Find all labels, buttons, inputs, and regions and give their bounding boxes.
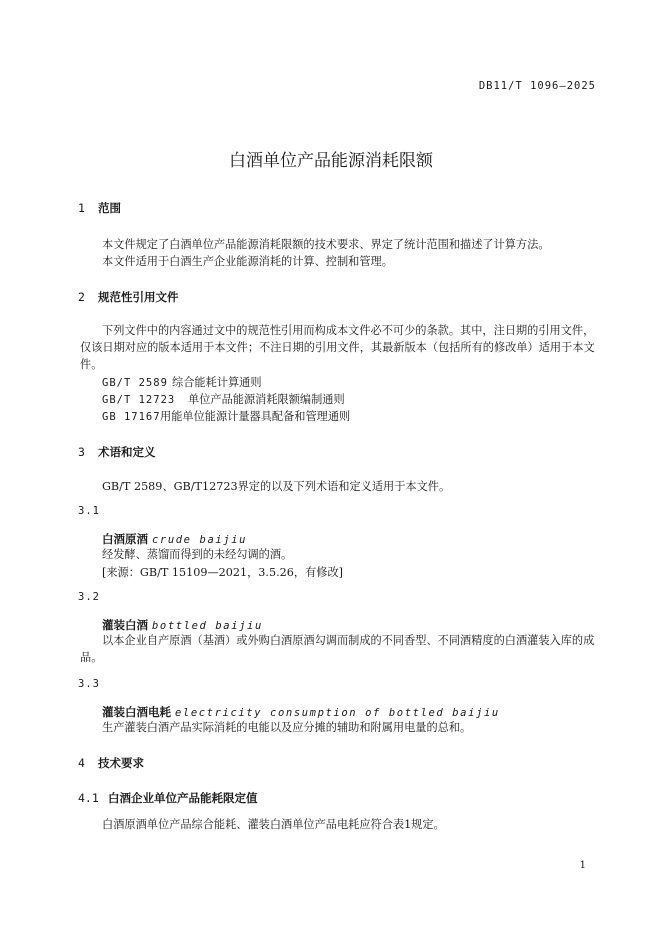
reference-item [102, 374, 262, 390]
term-3-2-heading [102, 614, 263, 633]
reference-item [102, 391, 345, 407]
reference-item [102, 408, 350, 424]
reference-code: GB/T 12723 [102, 394, 176, 406]
scope-paragraph-2: 本文件适用于白酒生产企业能源消耗的计算、控制和管理。 [102, 255, 393, 268]
section-4-1-heading [78, 790, 258, 806]
term-chinese: 灌装白酒电耗 [102, 705, 171, 719]
reference-code: GB/T 2589 [102, 377, 168, 389]
page-number: 1 [579, 860, 586, 871]
section-number: 3 [78, 445, 85, 459]
section-3-heading [78, 444, 156, 460]
reference-code: GB 17167 [102, 411, 161, 423]
section-4-heading [78, 755, 144, 771]
section-4-1-paragraph: 白酒原酒单位产品综合能耗、灌装白酒单位产品电耗应符合表1规定。 [102, 818, 445, 831]
scope-paragraph-1: 本文件规定了白酒单位产品能源消耗限额的技术要求、界定了统计范围和描述了计算方法。 [102, 238, 550, 251]
term-3-3-heading [102, 701, 500, 720]
section-title: 术语和定义 [98, 445, 156, 459]
reference-name: 用能单位能源计量器具配备和管理通则 [160, 410, 351, 423]
term-definition: 经发酵、蒸馏而得到的未经勾调的酒。 [102, 548, 293, 561]
term-3-1-heading [102, 528, 247, 547]
reference-name: 综合能耗计算通则 [172, 376, 262, 389]
term-source: [来源：GB/T 15109—2021，3.5.26，有修改] [102, 566, 344, 579]
term-number: 3.2 [78, 591, 100, 603]
normative-references-intro: 下列文件中的内容通过文中的规范性引用而构成本文件必不可少的条款。其中，注日期的引用文件，仅该日期对应的版本适用于本文件；不注日期的引用文件，其最新版本（包括所有的修改单）适用于本文件。 [80, 324, 595, 371]
section-number: 2 [78, 290, 85, 304]
terms-intro: GB/T 2589、GB/T12723界定的以及下列术语和定义适用于本文件。 [102, 480, 451, 493]
section-title: 技术要求 [98, 756, 144, 770]
term-chinese: 白酒原酒 [102, 532, 148, 546]
section-number: 1 [78, 201, 85, 215]
term-definition: 以本企业自产原酒（基酒）或外购白酒原酒勾调而制成的不同香型、不同酒精度的白酒灌装入库的成品。 [80, 634, 595, 664]
section-number: 4 [78, 756, 85, 770]
document-title: 白酒单位产品能源消耗限额 [229, 151, 433, 171]
section-title: 规范性引用文件 [98, 290, 179, 304]
section-title: 白酒企业单位产品能耗限定值 [108, 791, 258, 805]
section-title: 范围 [98, 201, 121, 215]
term-definition: 生产灌装白酒产品实际消耗的电能以及应分摊的辅助和附属用电量的总和。 [102, 721, 472, 734]
term-english: bottled baijiu [152, 620, 263, 632]
section-1-heading [78, 200, 121, 216]
reference-name: 单位产品能源消耗限额编制通则 [188, 393, 345, 406]
term-number: 3.1 [78, 505, 100, 517]
term-english: electricity consumption of bottled baijiu [175, 707, 500, 719]
term-chinese: 灌装白酒 [102, 618, 148, 632]
section-number: 4.1 [78, 791, 99, 805]
term-english: crude baijiu [152, 534, 248, 546]
term-number: 3.3 [78, 678, 100, 690]
document-code: DB11/T 1096—2025 [478, 80, 596, 92]
section-2-heading [78, 289, 179, 305]
